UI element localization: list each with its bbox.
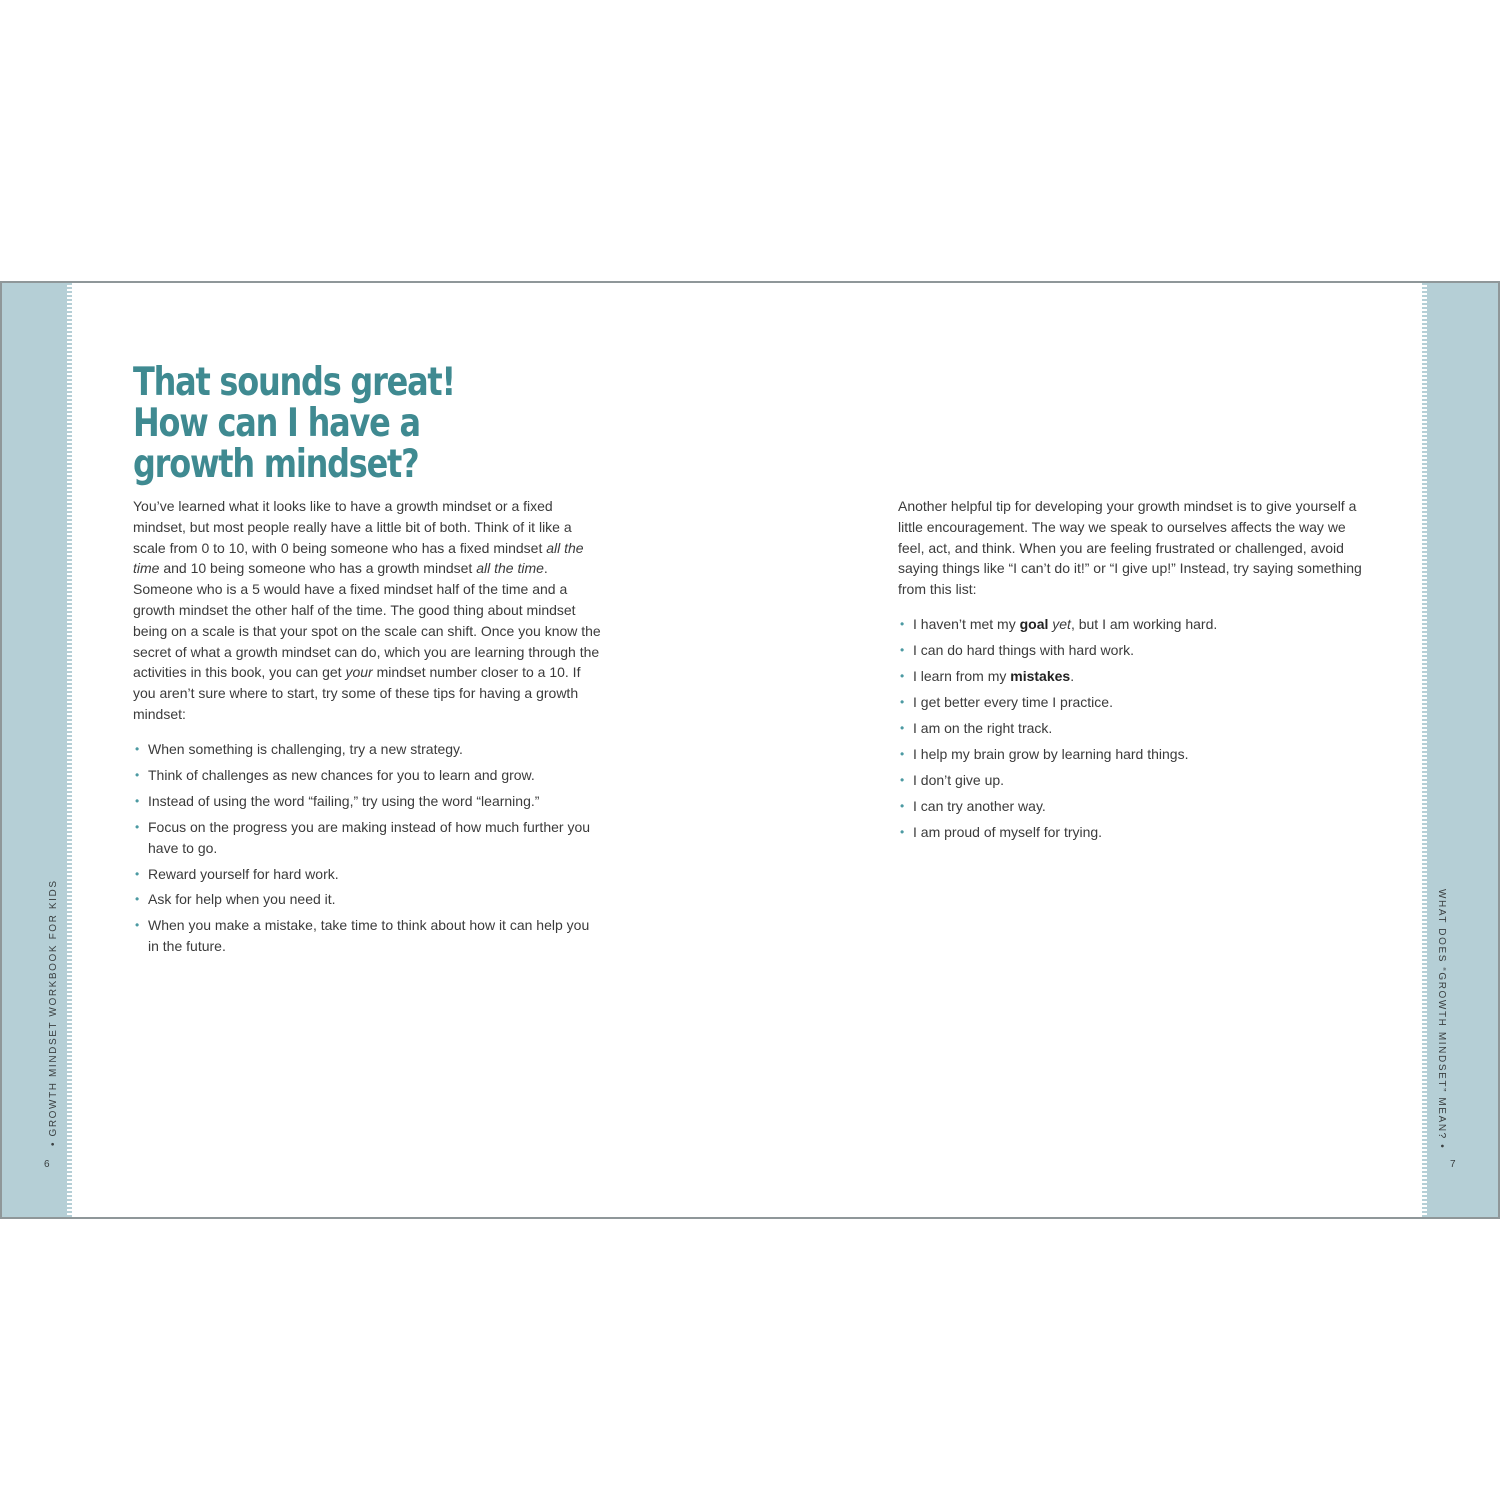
list-item: • Ask for help when you need it.: [133, 889, 603, 910]
list-item: • Instead of using the word “failing,” try using the word “learning.”: [133, 791, 603, 812]
right-column: [898, 496, 1363, 848]
heading-line: growth mindset?: [133, 442, 419, 487]
heading-line: How can I have a: [133, 401, 420, 446]
affirmations-list: [898, 614, 1363, 843]
bold-text: goal: [1019, 615, 1049, 632]
running-head-left: • GROWTH MINDSET WORKBOOK FOR KIDS: [48, 879, 59, 1146]
page-number-left: 6: [44, 1159, 50, 1170]
left-column: [133, 496, 603, 962]
emphasis-text: all the time: [133, 539, 584, 577]
item-text: I haven’t met my: [913, 615, 1020, 632]
heading-line: That sounds great!: [133, 360, 455, 405]
list-item: [898, 666, 1363, 687]
paragraph-text: mindset number closer to a 10. If you aren’t sure where to start, try some of these tips for having a growth mindset:: [133, 664, 581, 722]
bold-text: mistakes: [1010, 667, 1071, 684]
emphasis-text: all the time: [476, 560, 544, 577]
item-text: .: [1070, 667, 1075, 684]
paragraph-text: You’ve learned what it looks like to have a growth mindset or a fixed mindset, but most people really have a little bit of both. Think of it like a scale from 0 to 10, with 0 being someone who has a fixed mindset: [133, 498, 572, 556]
list-item: • I don’t give up.: [898, 770, 1363, 791]
paragraph-text: . Someone who is a 5 would have a fixed mindset half of the time and a growth mindset the other half of the time. The good thing about mindset being on a scale is that your spot on the scale can shift. Once you know the secret of what a growth mindset can do, which you are learning through the activities in this book, you can get: [133, 560, 601, 681]
intro-paragraph: [133, 496, 603, 725]
list-item: • I am proud of myself for trying.: [898, 822, 1363, 843]
item-text: , but I am working hard.: [1070, 615, 1218, 632]
section-heading: [133, 362, 477, 485]
list-item: • I can do hard things with hard work.: [898, 640, 1363, 661]
encouragement-paragraph: Another helpful tip for developing your growth mindset is to give yourself a little encouragement. The way we speak to ourselves affects the way we feel, act, and think. When you are feeling frustrated or challenged, avoid saying things like “I can’t do it!” or “I give up!” Instead, try saying something from this list:: [898, 498, 1362, 598]
list-item: • Reward yourself for hard work.: [133, 864, 603, 885]
list-item: • Think of challenges as new chances for you to learn and grow.: [133, 765, 603, 786]
left-margin-band: [0, 283, 72, 1217]
list-item: • I get better every time I practice.: [898, 692, 1363, 713]
list-item: [898, 614, 1363, 635]
list-item: • I help my brain grow by learning hard things.: [898, 744, 1363, 765]
emphasis-text: yet: [1052, 615, 1071, 632]
list-item: • When something is challenging, try a new strategy.: [133, 739, 603, 760]
list-item: • Focus on the progress you are making instead of how much further you have to go.: [133, 817, 603, 859]
right-margin-band: [1422, 283, 1500, 1217]
running-head-right: WHAT DOES “GROWTH MINDSET” MEAN? •: [1436, 889, 1447, 1150]
tips-list: [133, 739, 603, 957]
item-text: I learn from my: [913, 667, 1011, 684]
emphasis-text: your: [345, 664, 373, 681]
list-item: • I am on the right track.: [898, 718, 1363, 739]
page-number-right: 7: [1450, 1159, 1456, 1170]
list-item: • When you make a mistake, take time to think about how it can help you in the future.: [133, 915, 603, 957]
paragraph-text: and 10 being someone who has a growth mindset: [159, 560, 477, 577]
list-item: • I can try another way.: [898, 796, 1363, 817]
